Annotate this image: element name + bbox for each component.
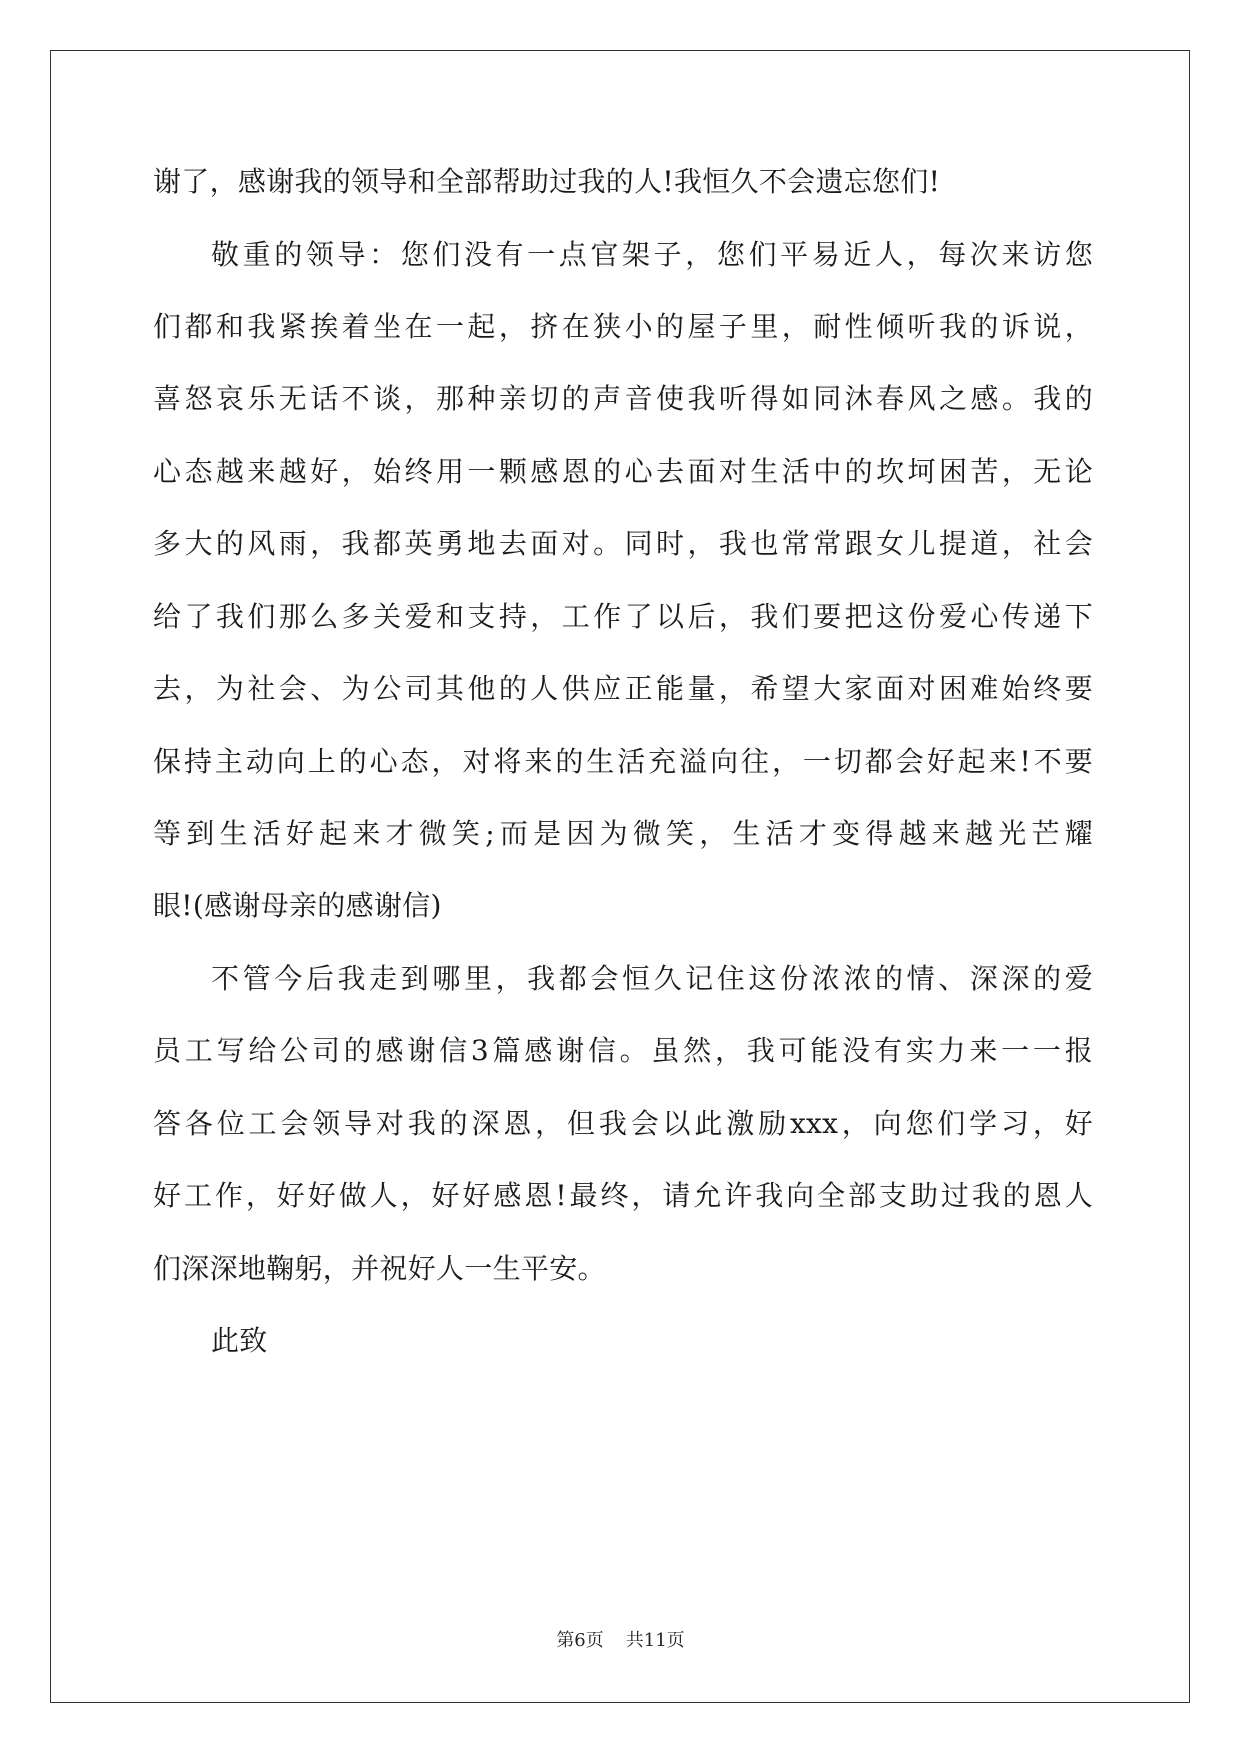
text-line: 喜怒哀乐无话不谈，那种亲切的声音使我听得如同沐春风之感。我的 [153, 382, 1093, 415]
text-line: 保持主动向上的心态，对将来的生活充溢向往，一切都会好起来!不要 [153, 745, 1093, 778]
text-line: 谢了，感谢我的领导和全部帮助过我的人!我恒久不会遗忘您们! [153, 165, 941, 198]
text-line: 员工写给公司的感谢信3篇感谢信。虽然，我可能没有实力来一一报 [153, 1034, 1093, 1067]
page-border [50, 50, 1190, 1703]
page-number: 第6页 [556, 1630, 604, 1651]
text-line: 心态越来越好，始终用一颗感恩的心去面对生活中的坎坷困苦，无论 [153, 455, 1093, 488]
text-line: 去，为社会、为公司其他的人供应正能量，希望大家面对困难始终要 [153, 672, 1093, 705]
closing-salutation: 此致 [211, 1324, 268, 1357]
page-total: 共11页 [625, 1630, 685, 1651]
paragraph-start-line: 不管今后我走到哪里，我都会恒久记住这份浓浓的情、深深的爱 [211, 962, 1093, 995]
paragraph-start-line: 敬重的领导：您们没有一点官架子，您们平易近人，每次来访您 [211, 238, 1093, 271]
text-line: 多大的风雨，我都英勇地去面对。同时，我也常常跟女儿提道，社会 [153, 527, 1093, 560]
text-line: 眼!(感谢母亲的感谢信) [153, 889, 442, 922]
text-line: 好工作，好好做人，好好感恩!最终，请允许我向全部支助过我的恩人 [153, 1179, 1093, 1212]
text-line: 们深深地鞠躬，并祝好人一生平安。 [153, 1252, 606, 1285]
page-footer [0, 1626, 1241, 1652]
text-line: 答各位工会领导对我的深恩，但我会以此激励xxx，向您们学习，好 [153, 1107, 1093, 1140]
text-line: 等到生活好起来才微笑;而是因为微笑，生活才变得越来越光芒耀 [153, 817, 1093, 850]
text-line: 们都和我紧挨着坐在一起，挤在狭小的屋子里，耐性倾听我的诉说， [153, 310, 1093, 343]
text-line: 给了我们那么多关爱和支持，工作了以后，我们要把这份爱心传递下 [153, 600, 1093, 633]
